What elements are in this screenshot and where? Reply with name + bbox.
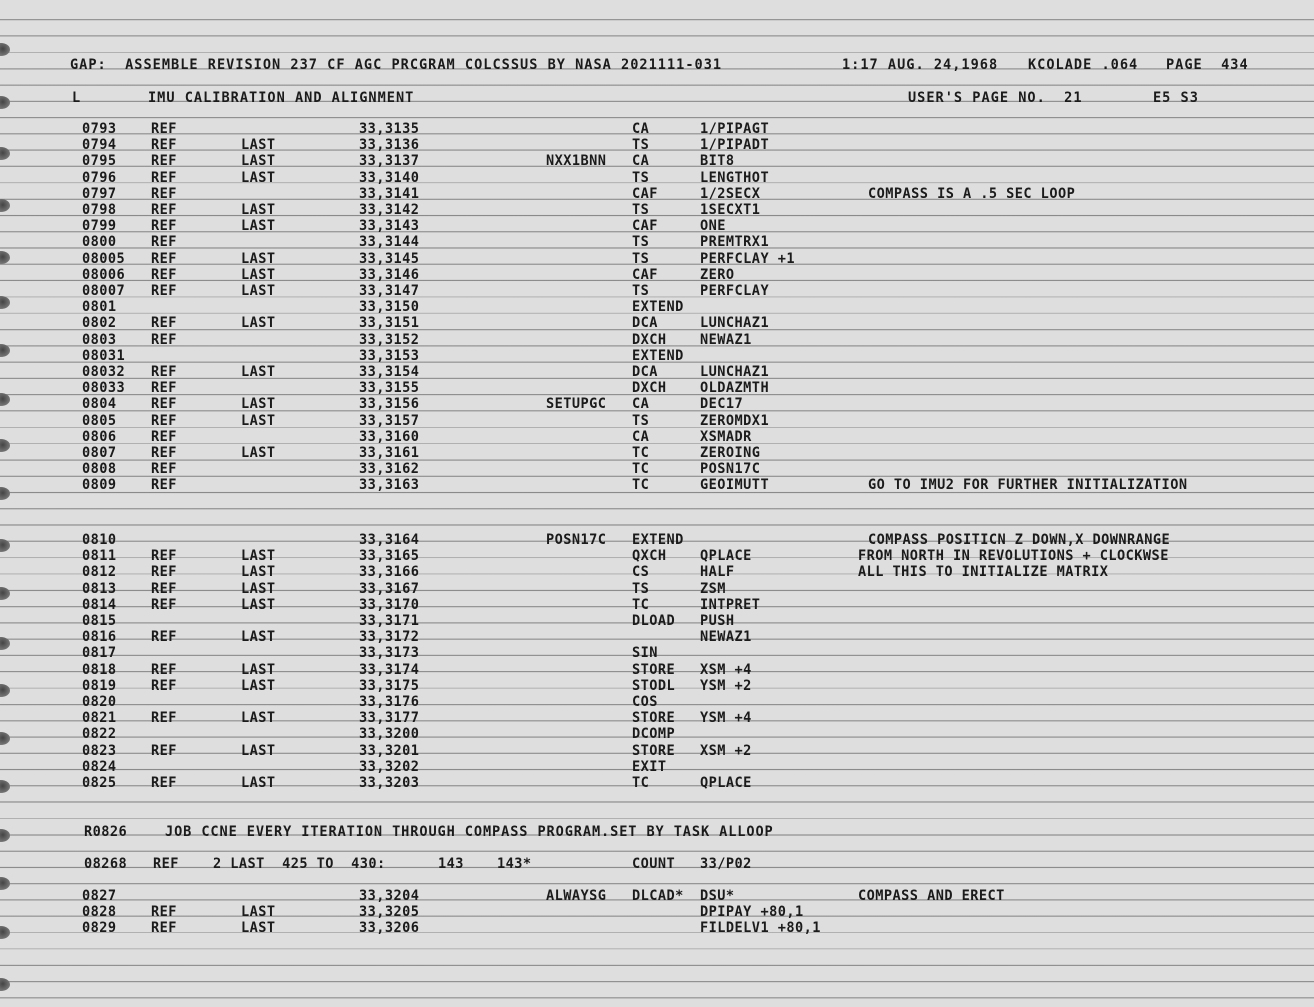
last-keyword: LAST [241,444,276,462]
koolade-version: KCOLADE .064 [1028,56,1139,74]
bank-address: 33,3146 [359,266,420,284]
ref-keyword: REF [151,709,177,727]
section-line [0,89,1199,107]
opcode: TS [632,169,650,186]
operand: OLDAZMTH [700,379,770,397]
ref-keyword: REF [151,428,177,446]
feed-hole [0,344,10,357]
opcode: CA [632,120,650,138]
ref-keyword: REF [151,580,177,597]
operand: LUNCHAZ1 [700,363,770,381]
bank-address: 33,3175 [359,677,420,695]
bank-address: 33,3143 [359,217,420,235]
last-keyword: LAST [241,628,276,646]
last-keyword: LAST [241,201,276,219]
bank-address: 33,3171 [359,612,420,630]
feed-hole [0,487,10,500]
line-number: 0809 [82,476,117,494]
operand: XSM +2 [700,742,752,759]
line-number: 0793 [82,120,117,138]
operand: 1/2SECX [700,185,761,203]
header-line [0,56,1249,74]
opcode: CA [632,395,650,413]
feed-hole [0,587,10,600]
ref-keyword: REF [151,903,177,921]
last-keyword: LAST [241,903,276,921]
opcode: DCA [632,363,658,381]
line-number: 08007 [82,282,126,300]
opcode: QXCH [632,547,667,565]
ref-keyword: REF [151,919,177,937]
opcode: TC [632,596,650,614]
bank-address: 33,3173 [359,644,420,662]
users-page-number: USER'S PAGE NO. 21 [908,89,1083,107]
opcode: TC [632,476,650,494]
last-keyword: LAST [241,580,276,597]
operand: NEWAZ1 [700,628,752,646]
ref-keyword: REF [151,266,177,284]
opcode: TS [632,282,650,300]
opcode: CAF [632,185,658,203]
operand: 1SECXT1 [700,201,761,219]
operand: POSN17C [700,460,761,478]
bank-address: 33,3167 [359,580,420,597]
section-flag: L [72,89,82,107]
line-number: 0797 [82,185,117,203]
ref-keyword: REF [151,282,177,300]
last-keyword: LAST [241,742,276,759]
last-keyword: LAST [241,412,276,429]
opcode: DXCH [632,379,667,397]
ref-keyword: REF [151,476,177,494]
last-keyword: LAST [241,395,276,413]
opcode: TS [632,233,650,251]
line-number: 0795 [82,152,117,170]
last-keyword: LAST [241,363,276,381]
opcode: EXTEND [632,298,684,316]
count-line-ref: REF [153,855,179,873]
ref-keyword: REF [151,185,177,203]
bank-address: 33,3174 [359,661,420,678]
line-number: 0817 [82,644,117,662]
count-line-value-1: 143 [438,855,464,873]
feed-hole [0,780,10,793]
bank-address: 33,3145 [359,250,420,267]
ref-keyword: REF [151,677,177,695]
ref-keyword: REF [151,201,177,219]
opcode: COS [632,693,658,711]
opcode: DLCAD* [632,887,684,905]
line-number: 0828 [82,903,117,921]
bank-address: 33,3152 [359,331,420,348]
feed-hole [0,684,10,697]
bank-address: 33,3153 [359,347,420,365]
comment: ALL THIS TO INITIALIZE MATRIX [858,563,1109,581]
bank-address: 33,3136 [359,136,420,154]
opcode: CA [632,152,650,170]
line-number: 0825 [82,774,117,792]
feed-hole [0,43,10,56]
operand: DEC17 [700,395,744,413]
line-number: 0808 [82,460,117,478]
opcode: CAF [632,266,658,284]
bank-address: 33,3156 [359,395,420,413]
line-number: 08006 [82,266,126,284]
feed-hole [0,199,10,212]
last-keyword: LAST [241,136,276,154]
line-number: 0803 [82,331,117,348]
operand: NEWAZ1 [700,331,752,348]
opcode: DXCH [632,331,667,348]
bank-address: 33,3137 [359,152,420,170]
count-line-value-2: 143* [497,855,532,873]
line-number: 0815 [82,612,117,630]
section-code: E5 S3 [1153,89,1199,107]
bank-address: 33,3135 [359,120,420,138]
line-number: 0811 [82,547,117,565]
line-number: 0798 [82,201,117,219]
ref-keyword: REF [151,661,177,678]
line-number: 0810 [82,531,117,549]
line-number: 0806 [82,428,117,446]
count-line [0,855,752,873]
line-number: 0804 [82,395,117,413]
bank-address: 33,3142 [359,201,420,219]
bank-address: 33,3200 [359,725,420,743]
line-number: 0794 [82,136,117,154]
bank-address: 33,3161 [359,444,420,462]
ref-keyword: REF [151,460,177,478]
bank-address: 33,3140 [359,169,420,186]
line-number: 0812 [82,563,117,581]
bank-address: 33,3162 [359,460,420,478]
operand: LUNCHAZ1 [700,314,770,332]
bank-address: 33,3157 [359,412,420,429]
operand: PERFCLAY +1 [700,250,795,267]
line-number: 08033 [82,379,126,397]
operand: QPLACE [700,774,752,792]
ref-keyword: REF [151,120,177,138]
ref-keyword: REF [151,379,177,397]
count-line-range: 2 LAST 425 TO 430: [213,855,386,873]
operand: 1/PIPADT [700,136,770,154]
last-keyword: LAST [241,774,276,792]
opcode: CAF [632,217,658,235]
line-number: 0819 [82,677,117,695]
last-keyword: LAST [241,547,276,565]
last-keyword: LAST [241,596,276,614]
bank-address: 33,3205 [359,903,420,921]
bank-address: 33,3160 [359,428,420,446]
line-number: 0802 [82,314,117,332]
bank-address: 33,3141 [359,185,420,203]
ref-keyword: REF [151,395,177,413]
operand: ONE [700,217,726,235]
operand: GEOIMUTT [700,476,770,494]
count-line-op: COUNT [632,855,676,873]
ref-keyword: REF [151,547,177,565]
operand: XSM +4 [700,661,752,678]
operand: HALF [700,563,735,581]
line-number: 0796 [82,169,117,186]
feed-hole [0,439,10,452]
last-keyword: LAST [241,314,276,332]
line-number: 0818 [82,661,117,678]
operand: ZERO [700,266,735,284]
comment: FROM NORTH IN REVOLUTIONS + CLOCKWSE [858,547,1169,565]
feed-hole [0,251,10,264]
assembly-timestamp: 1:17 AUG. 24,1968 [842,56,999,74]
ref-keyword: REF [151,742,177,759]
bank-address: 33,3155 [359,379,420,397]
opcode: SIN [632,644,658,662]
last-keyword: LAST [241,919,276,937]
operand: ZEROMDX1 [700,412,770,429]
line-number: 0800 [82,233,117,251]
operand: PREMTRX1 [700,233,770,251]
opcode: EXIT [632,758,667,776]
operand: PERFCLAY [700,282,770,300]
opcode: TC [632,774,650,792]
opcode: TS [632,201,650,219]
bank-address: 33,3201 [359,742,420,759]
feed-hole [0,732,10,745]
bank-address: 33,3203 [359,774,420,792]
opcode: TC [632,460,650,478]
bank-address: 33,3172 [359,628,420,646]
opcode: CA [632,428,650,446]
bank-address: 33,3154 [359,363,420,381]
line-number: 0829 [82,919,117,937]
ref-keyword: REF [151,152,177,170]
line-number: 0801 [82,298,117,316]
ref-keyword: REF [151,314,177,332]
opcode: STORE [632,742,676,759]
ref-keyword: REF [151,596,177,614]
last-keyword: LAST [241,250,276,267]
line-number: 0807 [82,444,117,462]
operand: DSU* [700,887,735,905]
opcode: TS [632,412,650,429]
feed-hole [0,393,10,406]
ref-keyword: REF [151,363,177,381]
operand: DPIPAY +80,1 [700,903,804,921]
bank-address: 33,3176 [359,693,420,711]
line-number: 08031 [82,347,126,365]
line-number: 0820 [82,693,117,711]
opcode: STORE [632,709,676,727]
bank-address: 33,3151 [359,314,420,332]
opcode: EXTEND [632,531,684,549]
operand: LENGTHOT [700,169,770,186]
opcode: TS [632,580,650,597]
count-line-number: 08268 [84,855,128,873]
bank-address: 33,3166 [359,563,420,581]
ref-keyword: REF [151,217,177,235]
operand: ZEROING [700,444,761,462]
label: ALWAYSG [546,887,607,905]
opcode: TS [632,136,650,154]
remark-text: JOB CCNE EVERY ITERATION THROUGH COMPASS PROGRAM.SET BY TASK ALLOOP [165,823,774,841]
remark-number: R0826 [84,823,128,841]
last-keyword: LAST [241,266,276,284]
operand: PUSH [700,612,735,630]
opcode: DLOAD [632,612,676,630]
count-line-address: 33/P02 [700,855,752,873]
ref-keyword: REF [151,331,177,348]
operand: XSMADR [700,428,752,446]
section-title: IMU CALIBRATION AND ALIGNMENT [148,89,415,107]
last-keyword: LAST [241,661,276,678]
ref-keyword: REF [151,563,177,581]
comment: COMPASS POSITICN Z DOWN,X DOWNRANGE [868,531,1171,549]
bank-address: 33,3170 [359,596,420,614]
comment: COMPASS IS A .5 SEC LOOP [868,185,1076,203]
line-number: 0813 [82,580,117,597]
opcode: TC [632,444,650,462]
opcode: TS [632,250,650,267]
last-keyword: LAST [241,282,276,300]
label: POSN17C [546,531,607,549]
label: SETUPGC [546,395,607,413]
remark-line [0,823,774,841]
bank-address: 33,3204 [359,887,420,905]
line-number: 0823 [82,742,117,759]
operand: FILDELV1 +80,1 [700,919,821,937]
line-number: 0824 [82,758,117,776]
bank-address: 33,3147 [359,282,420,300]
assembly-title: GAP: ASSEMBLE REVISION 237 CF AGC PRCGRAM COLCSSUS BY NASA 2021111-031 [70,56,723,74]
operand: YSM +4 [700,709,752,727]
ref-keyword: REF [151,250,177,267]
last-keyword: LAST [241,563,276,581]
bank-address: 33,3150 [359,298,420,316]
line-number: 0805 [82,412,117,429]
operand: 1/PIPAGT [700,120,770,138]
bank-address: 33,3164 [359,531,420,549]
feed-hole [0,296,10,309]
ref-keyword: REF [151,233,177,251]
opcode: EXTEND [632,347,684,365]
last-keyword: LAST [241,169,276,186]
label: NXX1BNN [546,152,607,170]
operand: ZSM [700,580,726,597]
last-keyword: LAST [241,152,276,170]
opcode: STORE [632,661,676,678]
ref-keyword: REF [151,412,177,429]
feed-hole [0,539,10,552]
operand: QPLACE [700,547,752,565]
line-number: 0822 [82,725,117,743]
last-keyword: LAST [241,677,276,695]
ref-keyword: REF [151,169,177,186]
line-number: 0816 [82,628,117,646]
line-number: 0827 [82,887,117,905]
bank-address: 33,3144 [359,233,420,251]
operand: BIT8 [700,152,735,170]
comment: GO TO IMU2 FOR FURTHER INITIALIZATION [868,476,1188,494]
last-keyword: LAST [241,217,276,235]
bank-address: 33,3202 [359,758,420,776]
line-number: 0799 [82,217,117,235]
ref-keyword: REF [151,444,177,462]
opcode: DCA [632,314,658,332]
bank-address: 33,3206 [359,919,420,937]
operand: INTPRET [700,596,761,614]
operand: YSM +2 [700,677,752,695]
line-number: 0821 [82,709,117,727]
page-number: PAGE 434 [1166,56,1249,74]
line-number: 0814 [82,596,117,614]
ref-keyword: REF [151,628,177,646]
feed-hole [0,637,10,650]
comment: COMPASS AND ERECT [858,887,1005,905]
opcode: DCOMP [632,725,676,743]
ref-keyword: REF [151,774,177,792]
opcode: STODL [632,677,676,695]
line-number: 08005 [82,250,126,267]
bank-address: 33,3163 [359,476,420,494]
bank-address: 33,3165 [359,547,420,565]
opcode: CS [632,563,650,581]
line-number: 08032 [82,363,126,381]
last-keyword: LAST [241,709,276,727]
bank-address: 33,3177 [359,709,420,727]
ref-keyword: REF [151,136,177,154]
